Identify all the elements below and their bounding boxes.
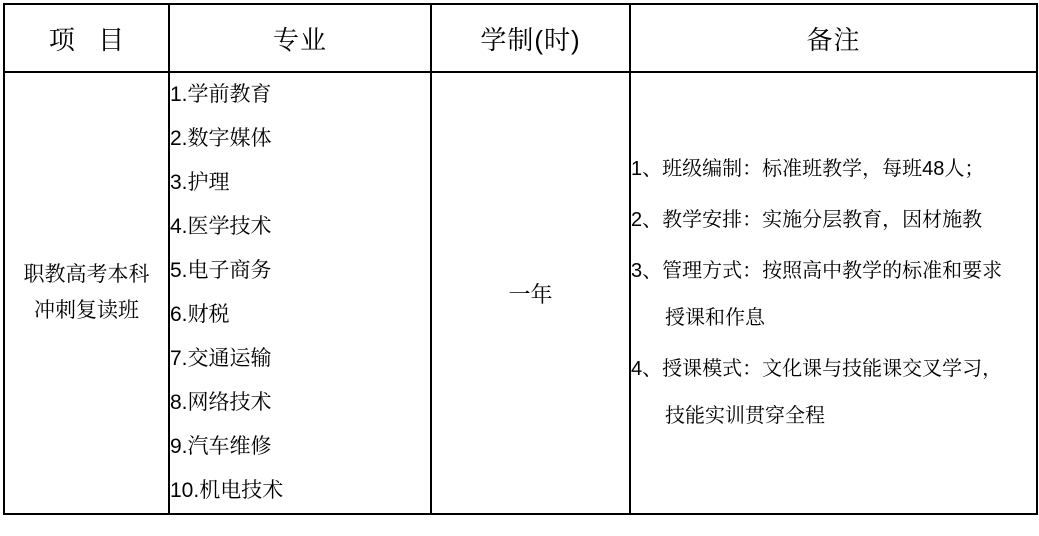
remark-text: 4、授课模式：文化课与技能课交叉学习， <box>631 358 1003 380</box>
list-item: 4.医学技术 <box>170 215 272 238</box>
list-item: 7.交通运输 <box>170 347 272 370</box>
column-header-duration <box>431 4 630 72</box>
column-header-major-label: 专业 <box>272 24 327 55</box>
list-item: 3.护理 <box>170 171 230 194</box>
table-body <box>4 72 1037 514</box>
remark-item <box>631 258 1036 332</box>
remark-continuation: 技能实训贯穿全程 <box>665 405 825 427</box>
list-item: 2.数字媒体 <box>170 127 272 150</box>
remark-text: 3、管理方式：按照高中教学的标准和要求 <box>631 260 1003 282</box>
document-page <box>0 3 1039 536</box>
majors-list <box>170 73 430 513</box>
cell-duration <box>431 72 630 514</box>
remark-item <box>631 156 1036 183</box>
list-item: 10.机电技术 <box>170 479 284 502</box>
remark-item <box>631 207 1036 234</box>
list-item: 1.学前教育 <box>170 83 272 106</box>
project-name-line2: 冲刺复读班 <box>34 299 139 322</box>
list-item: 8.网络技术 <box>170 391 272 414</box>
table-header <box>4 4 1037 72</box>
list-item: 5.电子商务 <box>170 259 272 282</box>
remark-text: 1、班级编制：标准班教学，每班48人； <box>631 158 985 180</box>
column-header-project <box>4 4 169 72</box>
project-name-line1: 职教高考本科 <box>23 263 150 286</box>
list-item: 6.财税 <box>170 303 230 326</box>
column-header-remarks-label: 备注 <box>806 24 861 55</box>
column-header-major <box>169 4 431 72</box>
remark-continuation: 授课和作息 <box>665 307 765 329</box>
program-table <box>3 3 1038 515</box>
cell-remarks <box>630 72 1037 514</box>
cell-majors <box>169 72 431 514</box>
duration-value: 一年 <box>508 281 553 307</box>
remark-item <box>631 356 1036 430</box>
table-header-row <box>4 4 1037 72</box>
remark-text: 2、教学安排：实施分层教育，因材施教 <box>631 209 983 231</box>
column-header-remarks <box>630 4 1037 72</box>
column-header-project-label: 项 目 <box>48 24 133 55</box>
table-row <box>4 72 1037 514</box>
list-item: 9.汽车维修 <box>170 435 272 458</box>
cell-project <box>4 72 169 514</box>
column-header-duration-label: 学制(时) <box>480 24 581 55</box>
